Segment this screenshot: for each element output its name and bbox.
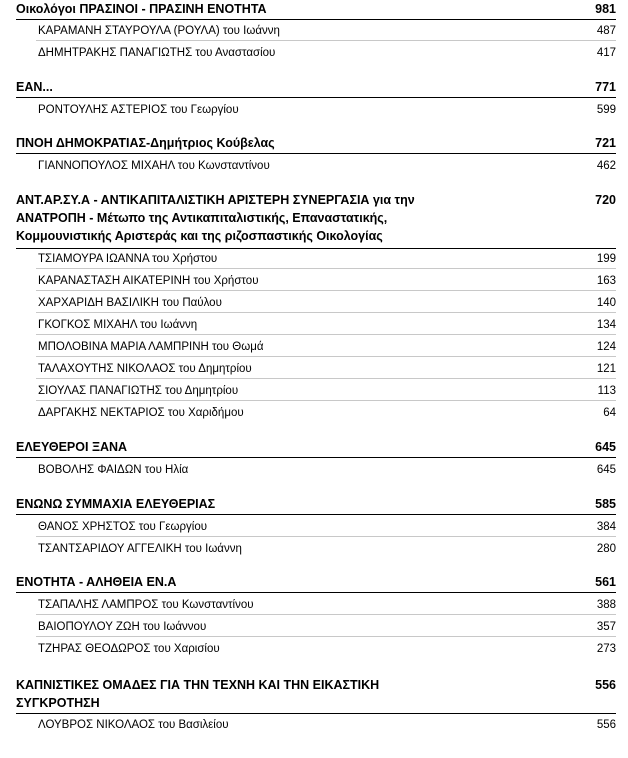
party-votes: 561 [595,575,616,589]
candidate-votes: 384 [596,521,616,533]
party-header [16,495,616,513]
party-name: ΚΑΠΝΙΣΤΙΚΕΣ ΟΜΑΔΕΣ ΓΙΑ ΤΗΝ ΤΕΧΝΗ ΚΑΙ ΤΗΝ ΕΙΚΑΣΤΙΚΗ ΣΥΓΚΡΟΤΗΣΗ [16,678,380,710]
candidate-votes: 134 [596,319,616,331]
row-rule [36,536,616,537]
candidate-row [38,381,616,401]
candidate-row [38,359,616,379]
row-rule [36,356,616,357]
party-name: ΕΑΝ... [16,80,53,94]
candidate-row [38,156,616,176]
row-rule [36,312,616,313]
party-votes: 556 [595,678,616,692]
candidate-name: ΜΠΟΛΟΒΙΝΑ ΜΑΡΙΑ ΛΑΜΠΡΙΝΗ του Θωμά [38,341,264,353]
party-name: ΕΛΕΥΘΕΡΟΙ ΞΑΝΑ [16,440,128,454]
candidate-row [38,715,616,735]
candidate-row [38,21,616,41]
candidate-votes: 417 [596,47,616,59]
candidate-row [38,315,616,335]
candidate-votes: 462 [596,160,616,172]
party-header [16,134,616,152]
candidate-name: ΚΑΡΑΜΑΝΗ ΣΤΑΥΡΟΥΛΑ (ΡΟΥΛΑ) του Ιωάννη [38,25,280,37]
party-name: ΕΝΩΝΩ ΣΥΜΜΑΧΙΑ ΕΛΕΥΘΕΡΙΑΣ [16,497,216,511]
candidate-name: ΤΣΑΝΤΣΑΡΙΔΟΥ ΑΓΓΕΛΙΚΗ του Ιωάννη [38,543,242,555]
party-header [16,573,616,591]
party-votes: 721 [595,136,616,150]
candidate-name: ΤΖΗΡΑΣ ΘΕΟΔΩΡΟΣ του Χαρισίου [38,643,220,655]
party-name: Οικολόγοι ΠΡΑΣΙΝΟΙ - ΠΡΑΣΙΝΗ ΕΝΟΤΗΤΑ [16,2,267,16]
candidate-name: ΧΑΡΧΑΡΙΔΗ ΒΑΣΙΛΙΚΗ του Παύλου [38,297,222,309]
party-name: ΠΝΟΗ ΔΗΜΟΚΡΑΤΙΑΣ-Δημήτριος Κούβελας [16,136,275,150]
party-rule [16,514,616,515]
party-votes: 585 [595,497,616,511]
candidate-name: ΔΗΜΗΤΡΑΚΗΣ ΠΑΝΑΓΙΩΤΗΣ του Αναστασίου [38,47,276,59]
party-rule [16,457,616,458]
party-rule [16,153,616,154]
candidate-row [38,403,616,423]
party-votes: 645 [595,440,616,454]
candidate-row [38,293,616,313]
candidate-row [38,460,616,480]
party-votes: 981 [595,2,616,16]
party-header [16,0,616,18]
candidate-name: ΚΑΡΑΝΑΣΤΑΣΗ ΑΙΚΑΤΕΡΙΝΗ του Χρήστου [38,275,259,287]
candidate-name: ΛΟΥΒΡΟΣ ΝΙΚΟΛΑΟΣ του Βασιλείου [38,719,229,731]
candidate-row [38,639,616,659]
candidate-votes: 273 [596,643,616,655]
candidate-votes: 388 [596,599,616,611]
candidate-votes: 645 [596,464,616,476]
candidate-row [38,539,616,559]
candidate-votes: 64 [603,407,616,419]
party-name: ΑΝΤ.ΑΡ.ΣΥ.Α - ΑΝΤΙΚΑΠΙΤΑΛΙΣΤΙΚΗ ΑΡΙΣΤΕΡΗ ΣΥΝΕΡΓΑΣΙΑ για την ΑΝΑΤΡΟΠΗ - Μέτωπο της Αντικαπιταλιστικής, Επαναστατικής, Κομμουνιστικής Αριστεράς και της ριζοσπαστικής Οικολογίας [16,193,415,243]
candidate-name: ΤΣΙΑΜΟΥΡΑ ΙΩΑΝΝΑ του Χρήστου [38,253,218,265]
row-rule [36,400,616,401]
row-rule [36,614,616,615]
candidate-votes: 121 [596,363,616,375]
row-rule [36,636,616,637]
party-header [16,676,616,712]
candidate-row [38,271,616,291]
candidate-votes: 487 [596,25,616,37]
candidate-row [38,249,616,269]
candidate-votes: 124 [596,341,616,353]
candidate-votes: 163 [596,275,616,287]
candidate-row [38,337,616,357]
candidate-name: ΒΟΒΟΛΗΣ ΦΑΙΔΩΝ του Ηλία [38,464,189,476]
candidate-name: ΓΚΟΓΚΟΣ ΜΙΧΑΗΛ του Ιωάννη [38,319,198,331]
candidate-name: ΘΑΝΟΣ ΧΡΗΣΤΟΣ του Γεωργίου [38,521,208,533]
party-votes: 771 [595,80,616,94]
candidate-row [38,617,616,637]
candidate-name: ΒΑΙΟΠΟΥΛΟΥ ΖΩΗ του Ιωάννου [38,621,207,633]
row-rule [36,268,616,269]
candidate-row [38,43,616,63]
candidate-votes: 599 [596,104,616,116]
candidate-name: ΣΙΟΥΛΑΣ ΠΑΝΑΓΙΩΤΗΣ του Δημητρίου [38,385,239,397]
row-rule [36,40,616,41]
party-rule [16,19,616,20]
candidate-name: ΤΑΛΑΧΟΥΤΗΣ ΝΙΚΟΛΑΟΣ του Δημητρίου [38,363,252,375]
row-rule [36,378,616,379]
candidate-row [38,100,616,120]
candidate-votes: 199 [596,253,616,265]
candidate-name: ΤΣΑΠΑΛΗΣ ΛΑΜΠΡΟΣ του Κωνσταντίνου [38,599,254,611]
party-rule [16,97,616,98]
candidate-name: ΡΟΝΤΟΥΛΗΣ ΑΣΤΕΡΙΟΣ του Γεωργίου [38,104,239,116]
party-rule [16,592,616,593]
candidate-votes: 140 [596,297,616,309]
party-votes: 720 [595,193,616,207]
candidate-row [38,595,616,615]
party-header [16,78,616,96]
candidate-name: ΓΙΑΝΝΟΠΟΥΛΟΣ ΜΙΧΑΗΛ του Κωνσταντίνου [38,160,270,172]
candidate-votes: 357 [596,621,616,633]
row-rule [36,334,616,335]
candidate-name: ΔΑΡΓΑΚΗΣ ΝΕΚΤΑΡΙΟΣ του Χαριδήμου [38,407,244,419]
candidate-votes: 113 [597,385,616,397]
party-rule [16,713,616,714]
party-name: ΕΝΟΤΗΤΑ - ΑΛΗΘΕΙΑ ΕΝ.Α [16,575,177,589]
candidate-votes: 280 [596,543,616,555]
candidate-row [38,517,616,537]
party-header [16,191,616,247]
row-rule [36,290,616,291]
party-header [16,438,616,456]
candidate-votes: 556 [596,719,616,731]
